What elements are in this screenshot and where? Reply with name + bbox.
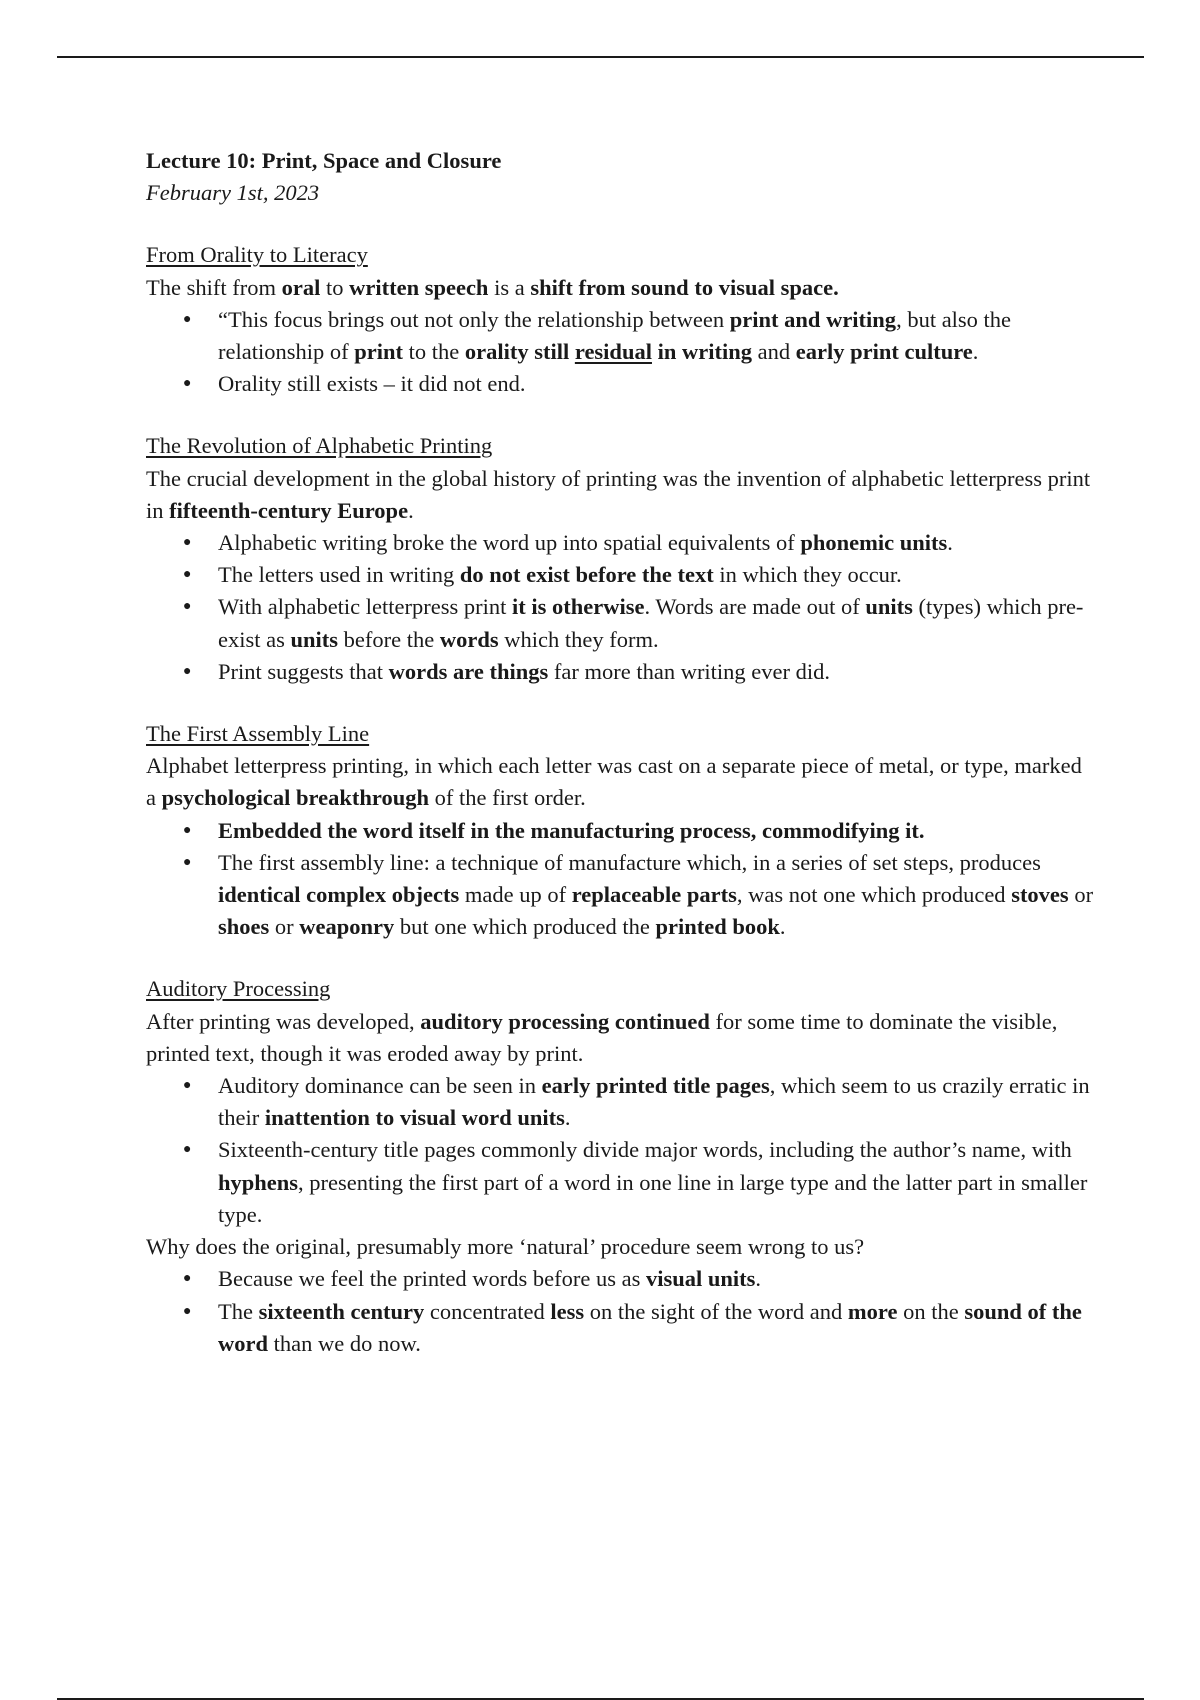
document-date: February 1st, 2023 <box>146 180 320 206</box>
text-run: , was not one which produced <box>736 882 1012 908</box>
section-question <box>146 1231 1096 1263</box>
bullet-item <box>146 847 1096 944</box>
text-run: written speech <box>349 274 489 300</box>
bullet-item <box>146 1296 1096 1360</box>
text-run: . <box>947 530 953 556</box>
text-run: early printed title pages <box>541 1073 770 1099</box>
text-run: Why does the original, presumably more ‘natural’ procedure seem wrong to us? <box>146 1234 865 1260</box>
text-run: After printing was developed, <box>146 1008 421 1034</box>
text-run: early print culture <box>795 339 973 365</box>
bullet-item <box>146 1134 1096 1231</box>
bullet-list <box>146 1263 1096 1360</box>
text-run: The letters used in writing <box>218 562 460 588</box>
text-run: of the first order. <box>428 785 586 811</box>
section-assembly-line <box>146 718 1096 943</box>
text-run: for some time to dominate the visible, printed text, though it was eroded away by print. <box>146 1008 1058 1066</box>
text-run: (types) which pre-exist as <box>218 594 1084 652</box>
section-heading: Auditory Processing <box>146 976 331 1002</box>
text-run: Auditory dominance can be seen in <box>218 1073 542 1099</box>
text-run: but one which produced the <box>394 914 656 940</box>
text-run: to the <box>403 339 465 365</box>
text-run: Alphabetic writing broke the word up into spatial equivalents of <box>218 530 801 556</box>
section-intro <box>146 1006 1096 1070</box>
text-run: is a <box>488 274 531 300</box>
bullet-list <box>146 527 1096 688</box>
bullet-item <box>146 656 1096 688</box>
text-run: Orality still exists – it did not end. <box>218 371 526 397</box>
bullet-list <box>146 304 1096 401</box>
text-run: more <box>847 1298 898 1324</box>
section-heading: From Orality to Literacy <box>146 242 368 268</box>
text-run: With alphabetic letterpress print <box>218 594 512 620</box>
text-run: visual units <box>645 1266 756 1292</box>
text-run: identical complex objects <box>218 882 460 908</box>
text-run: and <box>751 339 796 365</box>
text-run: print and writing <box>729 306 897 332</box>
text-run: shoes <box>218 914 270 940</box>
text-run: . Words are made out of <box>644 594 866 620</box>
text-run: on the <box>897 1298 965 1324</box>
text-run: or <box>269 914 300 940</box>
text-run: The shift from <box>146 274 282 300</box>
text-run: “This focus brings out not only the relationship between <box>218 306 730 332</box>
text-run: , which seem to us crazily erratic in their <box>218 1073 1090 1131</box>
text-run: replaceable parts <box>571 882 737 908</box>
section-intro <box>146 272 1096 304</box>
bullet-item <box>146 559 1096 591</box>
text-run: . <box>408 497 414 523</box>
text-run: units <box>290 626 339 652</box>
text-run: Print suggests that <box>218 658 389 684</box>
document-page <box>146 145 1096 1360</box>
bullet-list <box>146 1070 1096 1231</box>
text-run: sixteenth century <box>258 1298 425 1324</box>
text-run: . <box>755 1266 762 1292</box>
text-run: to <box>320 274 350 300</box>
text-run: before the <box>338 626 440 652</box>
text-run: The first assembly line: a technique of manufacture which, in a series of set steps, produces <box>218 849 1041 875</box>
top-rule <box>57 56 1144 58</box>
text-run: auditory processing continued <box>420 1008 710 1034</box>
text-run: . <box>779 914 786 940</box>
text-run: words are things <box>388 658 549 684</box>
bullet-item <box>146 527 1096 559</box>
text-run: printed book <box>655 914 780 940</box>
section-intro <box>146 463 1096 527</box>
text-run: sound of the word <box>218 1298 1082 1356</box>
text-run: . <box>972 339 979 365</box>
text-run: shift from sound to visual space. <box>530 274 839 300</box>
text-run: stoves <box>1011 882 1069 908</box>
text-run: less <box>550 1298 585 1324</box>
bullet-list <box>146 815 1096 944</box>
text-run: far more than writing ever did. <box>548 658 831 684</box>
text-run: oral <box>281 274 321 300</box>
text-run: or <box>1068 882 1094 908</box>
bullet-item <box>146 815 1096 847</box>
text-run: do not exist before the text <box>459 562 714 588</box>
text-run: units <box>865 594 913 620</box>
text-run: made up of <box>459 882 572 908</box>
section-intro <box>146 750 1096 814</box>
document-title: Lecture 10: Print, Space and Closure <box>146 148 502 173</box>
bullet-item <box>146 304 1096 368</box>
section-heading: The Revolution of Alphabetic Printing <box>146 433 493 459</box>
text-run: Because we feel the printed words before us as <box>218 1266 646 1292</box>
section-alphabetic-printing <box>146 430 1096 688</box>
bullet-item <box>146 1070 1096 1134</box>
text-run: psychological breakthrough <box>161 785 429 811</box>
text-run: fifteenth-century Europe <box>169 497 409 523</box>
text-run: , presenting the first part of a word in one line in large type and the latter part in smaller type. <box>218 1169 1088 1227</box>
section-auditory-processing <box>146 973 1096 1359</box>
text-run: it is otherwise <box>512 594 645 620</box>
bullet-item <box>146 591 1096 655</box>
bullet-item <box>146 368 1096 400</box>
text-run: Embedded the word itself in the manufacturing process, commodifying it. <box>218 817 925 843</box>
text-run: phonemic units <box>800 530 948 556</box>
text-run: than we do now. <box>268 1330 421 1356</box>
text-run: print <box>354 339 403 365</box>
text-run: concentrated <box>424 1298 551 1324</box>
text-run: Sixteenth-century title pages commonly divide major words, including the author’s name, with <box>218 1137 1072 1163</box>
text-run: hyphens <box>218 1169 299 1195</box>
text-run: . <box>564 1105 571 1131</box>
text-run: , but also the relationship of <box>218 306 1012 365</box>
text-run: Alphabet letterpress printing, in which each letter was cast on a separate piece of metal, or type, marked a <box>146 753 1082 811</box>
text-run: residual <box>574 339 652 365</box>
text-run: inattention to visual word units <box>264 1105 565 1131</box>
text-run: The crucial development in the global history of printing was the invention of alphabetic letterpress print in <box>146 465 1091 523</box>
text-run: words <box>439 626 499 652</box>
section-heading: The First Assembly Line <box>146 721 370 747</box>
bullet-item <box>146 1263 1096 1295</box>
text-run: which they form. <box>498 626 659 652</box>
text-run: in which they occur. <box>713 562 902 588</box>
text-run: in writing <box>651 339 752 365</box>
text-run: orality still <box>464 339 575 365</box>
text-run: weaponry <box>299 914 395 940</box>
text-run: on the sight of the word and <box>584 1298 848 1324</box>
text-run: The <box>218 1298 259 1324</box>
section-orality-to-literacy <box>146 239 1096 400</box>
